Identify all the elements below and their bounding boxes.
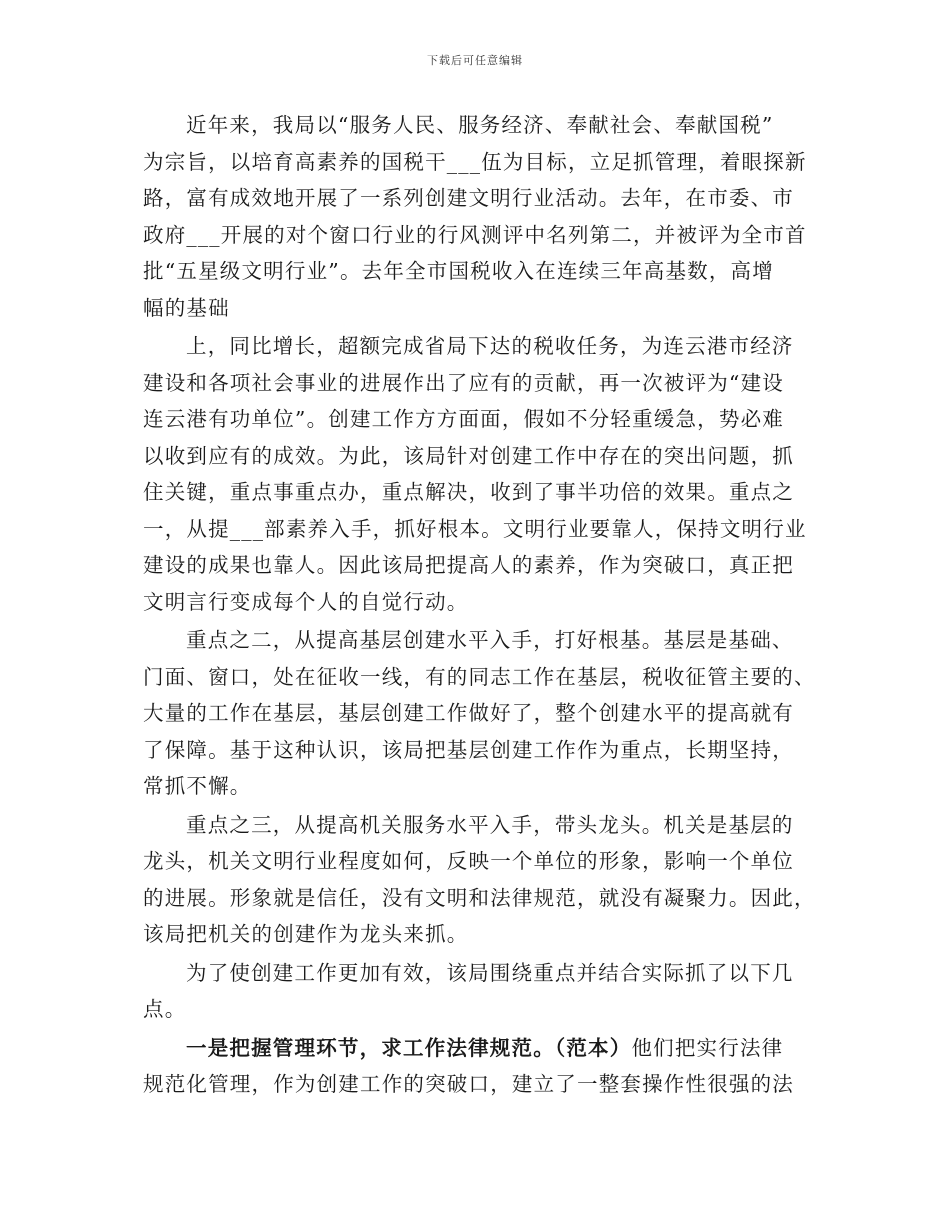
text-line: 该局把机关的创建作为龙头来抓。: [143, 922, 469, 946]
text-line: 大量的工作在基层，基层创建工作做好了，整个创建水平的提高就有: [143, 701, 794, 725]
paragraph-4: [143, 807, 816, 953]
text-line: 门面、窗口，处在征收一线，有的同志工作在基层，税收征管主要的、: [143, 664, 816, 689]
text-line: 近年来，我局以“服务人民、服务经济、奉献社会、奉献国税”: [186, 113, 774, 137]
text-line: 幅的基础: [143, 295, 230, 320]
text-run: 他们把实行法律: [631, 1035, 784, 1060]
text-line: 路，富有成效地开展了一系列创建文明行业活动。去年，在市委、市: [143, 186, 794, 210]
document-body: [143, 107, 816, 1103]
text-line: 常抓不懈。: [143, 774, 252, 798]
paragraph-5: [143, 955, 813, 1028]
text-line: 上，同比增长，超额完成省局下达的税收任务，为连云港市经济: [186, 334, 794, 358]
text-line: 建设和各项社会事业的进展作出了应有的贡献，再一次被评为“建设: [143, 370, 784, 395]
text-line: 建设的成果也靠人。因此该局把提高人的素养，作为突破口，真正把: [143, 553, 794, 577]
text-line: 为了使创建工作更加有效，该局围绕重点并结合实际抓了以下几: [186, 960, 794, 985]
paragraph-1: [143, 107, 813, 326]
paragraph-6: [143, 1030, 813, 1103]
text-line: 批“五星级文明行业”。去年全市国税收入在连续三年高基数，高增: [143, 259, 774, 283]
bold-lead-text: 一是把握管理环节，求工作法律规范。（范本）: [186, 1035, 632, 1060]
text-line: 点。: [143, 997, 187, 1021]
text-line: 一，从提___部素养入手，抓好根本。文明行业要靠人，保持文明行业: [143, 516, 807, 541]
text-line: 重点之三，从提高机关服务水平入手，带头龙头。机关是基层的: [186, 812, 794, 837]
text-line: 住关键，重点事重点办，重点解决，收到了事半功倍的效果。重点之: [143, 480, 794, 504]
text-line: 以收到应有的成效。为此，该局针对创建工作中存在的突出问题，抓: [143, 443, 794, 468]
text-line: 连云港有功单位”。创建工作方方面面，假如不分轻重缓急，势必难: [143, 407, 784, 431]
text-line: 政府___开展的对个窗口行业的行风测评中名列第二，并被评为全市首: [143, 222, 807, 247]
text-line: 的进展。形象就是信任，没有文明和法律规范，就没有凝聚力。因此，: [143, 885, 816, 910]
text-line: [143, 1030, 813, 1067]
text-line: 了保障。基于这种认识，该局把基层创建工作作为重点，长期坚持，: [143, 737, 794, 762]
text-line: 文明言行变成每个人的自觉行动。: [143, 589, 469, 614]
text-line: 龙头，机关文明行业程度如何，反映一个单位的形象，影响一个单位: [143, 849, 794, 873]
text-line: 为宗旨，以培育高素养的国税干___伍为目标，立足抓管理，着眼探新: [143, 149, 807, 174]
page-header: 下载后可任意编辑: [427, 54, 523, 67]
text-line: 规范化管理，作为创建工作的突破口，建立了一整套操作性很强的法: [143, 1072, 794, 1096]
paragraph-2: [143, 328, 813, 620]
text-line: 重点之二，从提高基层创建水平入手，打好根基。基层是基础、: [186, 628, 794, 652]
paragraph-3: [143, 622, 816, 805]
